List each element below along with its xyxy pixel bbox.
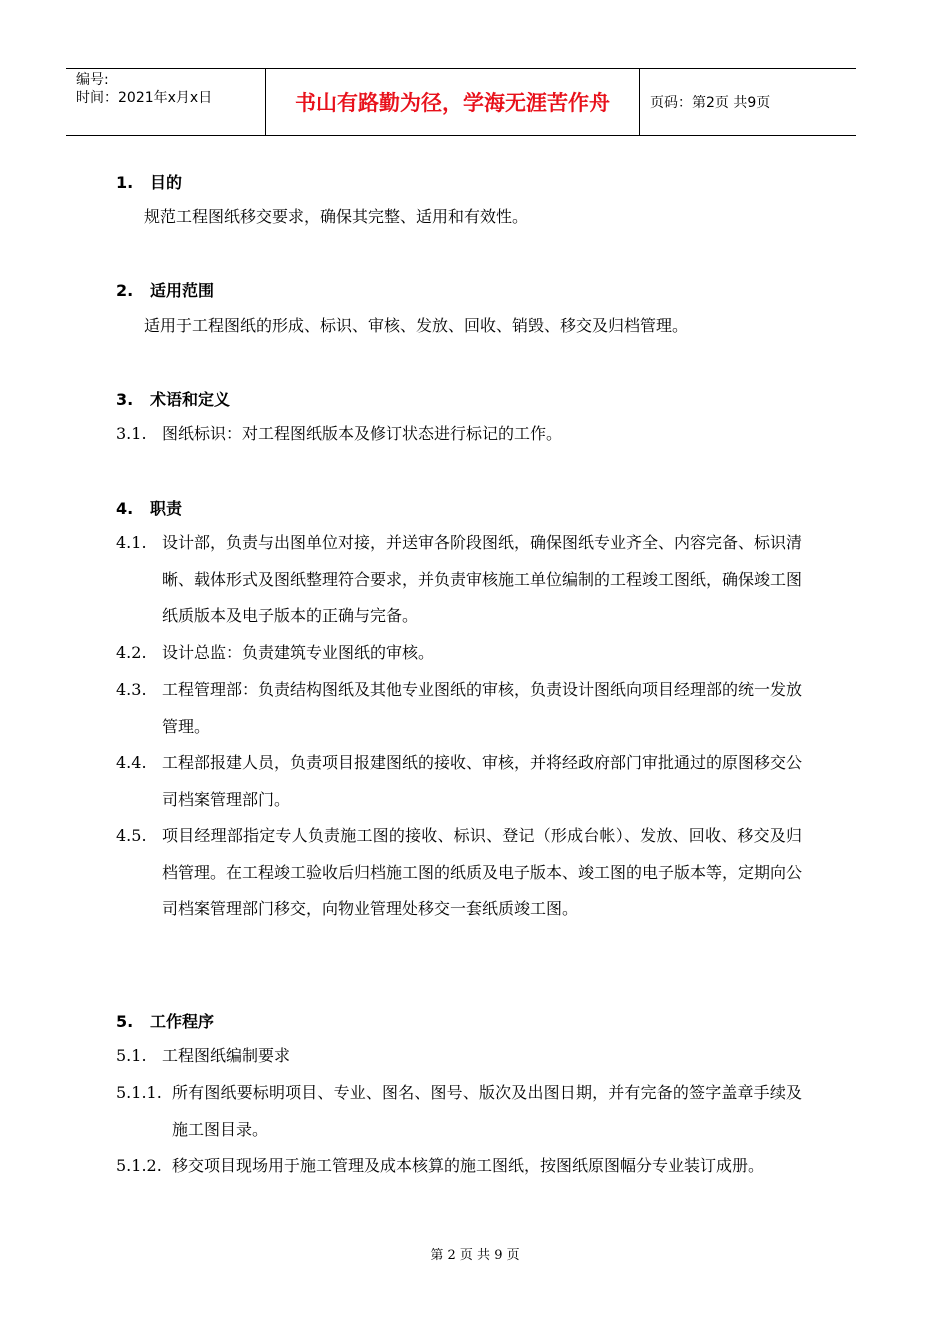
section-heading: 4. 职责 xyxy=(116,499,183,518)
time-label: 时间：2021年x月x日 xyxy=(76,90,213,106)
scope-paragraph: 适用于工程图纸的形成、标识、审核、发放、回收、销毁、移交及归档管理。 xyxy=(144,316,689,335)
list-item: 5.1. 工程图纸编制要求 xyxy=(116,1046,291,1065)
list-item: 3.1. 图纸标识：对工程图纸版本及修订状态进行标记的工作。 xyxy=(116,424,563,443)
list-item: 4.5. 项目经理部指定专人负责施工图的接收、标识、登记（形成台帐）、发放、回收、移交及归档管理。在工程竣工验收后归档施工图的纸质及电子版本、竣工图的电子版本等，定期向公司档案管理部门移交，向物业管理处移交一套纸质竣工图。 xyxy=(116,826,803,918)
code-label: 编号: xyxy=(76,72,109,88)
page-header xyxy=(66,68,856,136)
purpose-paragraph: 规范工程图纸移交要求，确保其完整、适用和有效性。 xyxy=(144,207,529,226)
section-heading: 2. 适用范围 xyxy=(116,281,215,300)
list-item: 5.1.1. 所有图纸要标明项目、专业、图名、图号、版次及出图日期，并有完备的签字盖章手续及施工图目录。 xyxy=(116,1083,802,1139)
header-motto: 书山有路勤为径，学海无涯苦作舟 xyxy=(266,69,640,135)
section-heading: 3. 术语和定义 xyxy=(116,390,231,409)
list-item: 5.1.2. 移交项目现场用于施工管理及成本核算的施工图纸，按图纸原图幅分专业装订成册。 xyxy=(116,1156,765,1175)
list-item: 4.2. 设计总监：负责建筑专业图纸的审核。 xyxy=(116,643,435,662)
list-item: 4.3. 工程管理部：负责结构图纸及其他专业图纸的审核，负责设计图纸向项目经理部的统一发放管理。 xyxy=(116,680,803,736)
list-item: 4.4. 工程部报建人员，负责项目报建图纸的接收、审核，并将经政府部门审批通过的原图移交公司档案管理部门。 xyxy=(116,753,803,809)
header-page-number: 页码：第2页 共9页 xyxy=(650,95,771,111)
section-heading: 1. 目的 xyxy=(116,173,183,192)
header-meta xyxy=(66,69,266,135)
page-footer: 第 2 页 共 9 页 xyxy=(430,1248,520,1263)
list-item: 4.1. 设计部，负责与出图单位对接，并送审各阶段图纸，确保图纸专业齐全、内容完备、标识清晰、载体形式及图纸整理符合要求，并负责审核施工单位编制的工程竣工图纸，确保竣工图纸质版本及电子版本的正确与完备。 xyxy=(116,533,803,625)
section-heading: 5. 工作程序 xyxy=(116,1012,215,1031)
